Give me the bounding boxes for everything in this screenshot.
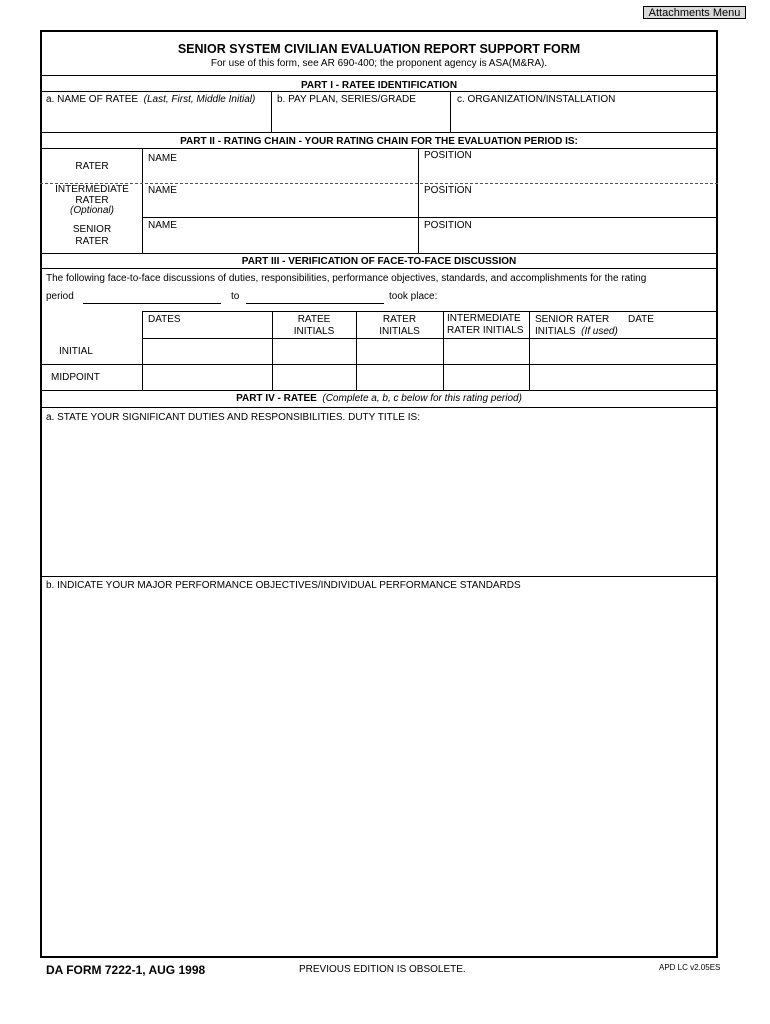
midpoint-dates-field[interactable] [144,366,270,388]
col-rater-initials: RATER [382,314,417,325]
col-senior-if-used: (If used) [581,326,618,337]
col-intermediate-initials-2: RATER INITIALS [447,325,524,336]
row-initial-label: INITIAL [59,346,93,357]
took-place-label: took place: [389,291,438,302]
senior-rater-label-2: RATER [75,236,109,247]
intermediate-name-field[interactable] [144,198,416,214]
midpoint-senior-initials-field[interactable] [531,366,716,388]
intermediate-position-field[interactable] [420,198,716,214]
senior-rater-label: SENIOR [72,224,112,235]
col-senior-rater-initials: SENIOR RATER [535,314,610,325]
initial-intermediate-initials-field[interactable] [445,340,527,362]
ratee-name-label: a. NAME OF RATEE (Last, First, Middle Initial) [46,94,256,105]
midpoint-intermediate-initials-field[interactable] [445,366,527,388]
objectives-field[interactable] [42,594,716,954]
organization-field[interactable] [452,108,716,130]
part1-heading: PART I - RATEE IDENTIFICATION [300,80,458,91]
part3-heading: PART III - VERIFICATION OF FACE-TO-FACE DISCUSSION [241,256,517,267]
form-subtitle: For use of this form, see AR 690-400; the proponent agency is ASA(M&RA). [210,58,548,69]
col-ratee-initials-2: INITIALS [293,326,335,337]
divider [142,148,143,253]
period-end-line [246,303,384,304]
rater-name-field[interactable] [144,165,416,181]
divider [142,311,718,312]
divider [40,253,718,254]
organization-label: c. ORGANIZATION/INSTALLATION [457,94,616,105]
divider [40,407,718,408]
rater-name-label: NAME [148,153,177,164]
divider [450,91,451,132]
senior-name-label: NAME [148,220,177,231]
intermediate-name-label: NAME [148,185,177,196]
divider [443,311,444,390]
senior-name-field[interactable] [144,233,416,250]
edition-note: PREVIOUS EDITION IS OBSOLETE. [299,964,466,975]
to-label: to [231,291,240,302]
rater-position-label: POSITION [424,150,472,161]
period-end-field[interactable] [246,289,384,302]
divider [142,338,718,339]
intermediate-position-label: POSITION [424,185,472,196]
attachments-menu-button[interactable]: Attachments Menu [643,6,746,19]
divider [271,91,272,132]
ratee-name-field[interactable] [42,108,269,130]
divider [40,75,718,76]
initial-dates-field[interactable] [144,340,270,362]
row-midpoint-label: MIDPOINT [51,372,100,383]
period-start-field[interactable] [83,289,221,302]
divider [142,311,143,390]
form-title: SENIOR SYSTEM CIVILIAN EVALUATION REPORT SUPPORT FORM [177,42,581,56]
intermediate-optional-note: (Optional) [70,205,114,216]
divider [40,132,718,133]
version-label: APD LC v2.05ES [659,963,721,972]
part4-heading-note: (Complete a, b, c below for this rating period) [322,393,522,404]
divider [40,576,718,577]
duties-field[interactable] [42,426,716,574]
col-ratee-initials: RATEE [297,314,331,325]
initial-senior-initials-field[interactable] [531,340,716,362]
col-rater-initials-2: INITIALS [379,326,420,337]
objectives-label: b. INDICATE YOUR MAJOR PERFORMANCE OBJECTIVES/INDIVIDUAL PERFORMANCE STANDARDS [46,580,521,591]
period-start-line [83,303,221,304]
form-number: DA FORM 7222-1, AUG 1998 [46,963,206,977]
pay-plan-label: b. PAY PLAN, SERIES/GRADE [277,94,416,105]
midpoint-ratee-initials-field[interactable] [274,366,354,388]
rater-label: RATER [75,161,109,172]
initial-rater-initials-field[interactable] [358,340,441,362]
part3-intro: The following face-to-face discussions of duties, responsibilities, performance objectives, standards, and accomplishments for the rating [46,273,647,284]
initial-ratee-initials-field[interactable] [274,340,354,362]
part4-heading: PART IV - RATEE (Complete a, b, c below for this rating period) [236,393,522,404]
divider [418,148,419,253]
col-senior-rater-initials-2: INITIALS (If used) [535,326,618,337]
intermediate-rater-label: INTERMEDIATE [55,184,129,195]
divider [40,390,718,391]
senior-position-field[interactable] [420,233,716,250]
col-dates: DATES [148,314,181,325]
divider [142,217,718,218]
part2-heading: PART II - RATING CHAIN - YOUR RATING CHAIN FOR THE EVALUATION PERIOD IS: [180,136,578,147]
divider [40,268,718,269]
col-date: DATE [628,314,654,325]
intermediate-rater-label-2: RATER [75,195,109,206]
midpoint-rater-initials-field[interactable] [358,366,441,388]
ratee-name-hint: (Last, First, Middle Initial) [143,94,256,105]
rater-position-field[interactable] [420,165,716,181]
col-intermediate-initials: INTERMEDIATE [447,313,521,324]
senior-position-label: POSITION [424,220,472,231]
period-label: period [46,291,74,302]
pay-plan-field[interactable] [273,108,448,130]
divider [40,91,718,92]
divider [529,311,530,390]
duties-label: a. STATE YOUR SIGNIFICANT DUTIES AND RESPONSIBILITIES. DUTY TITLE IS: [46,412,420,423]
